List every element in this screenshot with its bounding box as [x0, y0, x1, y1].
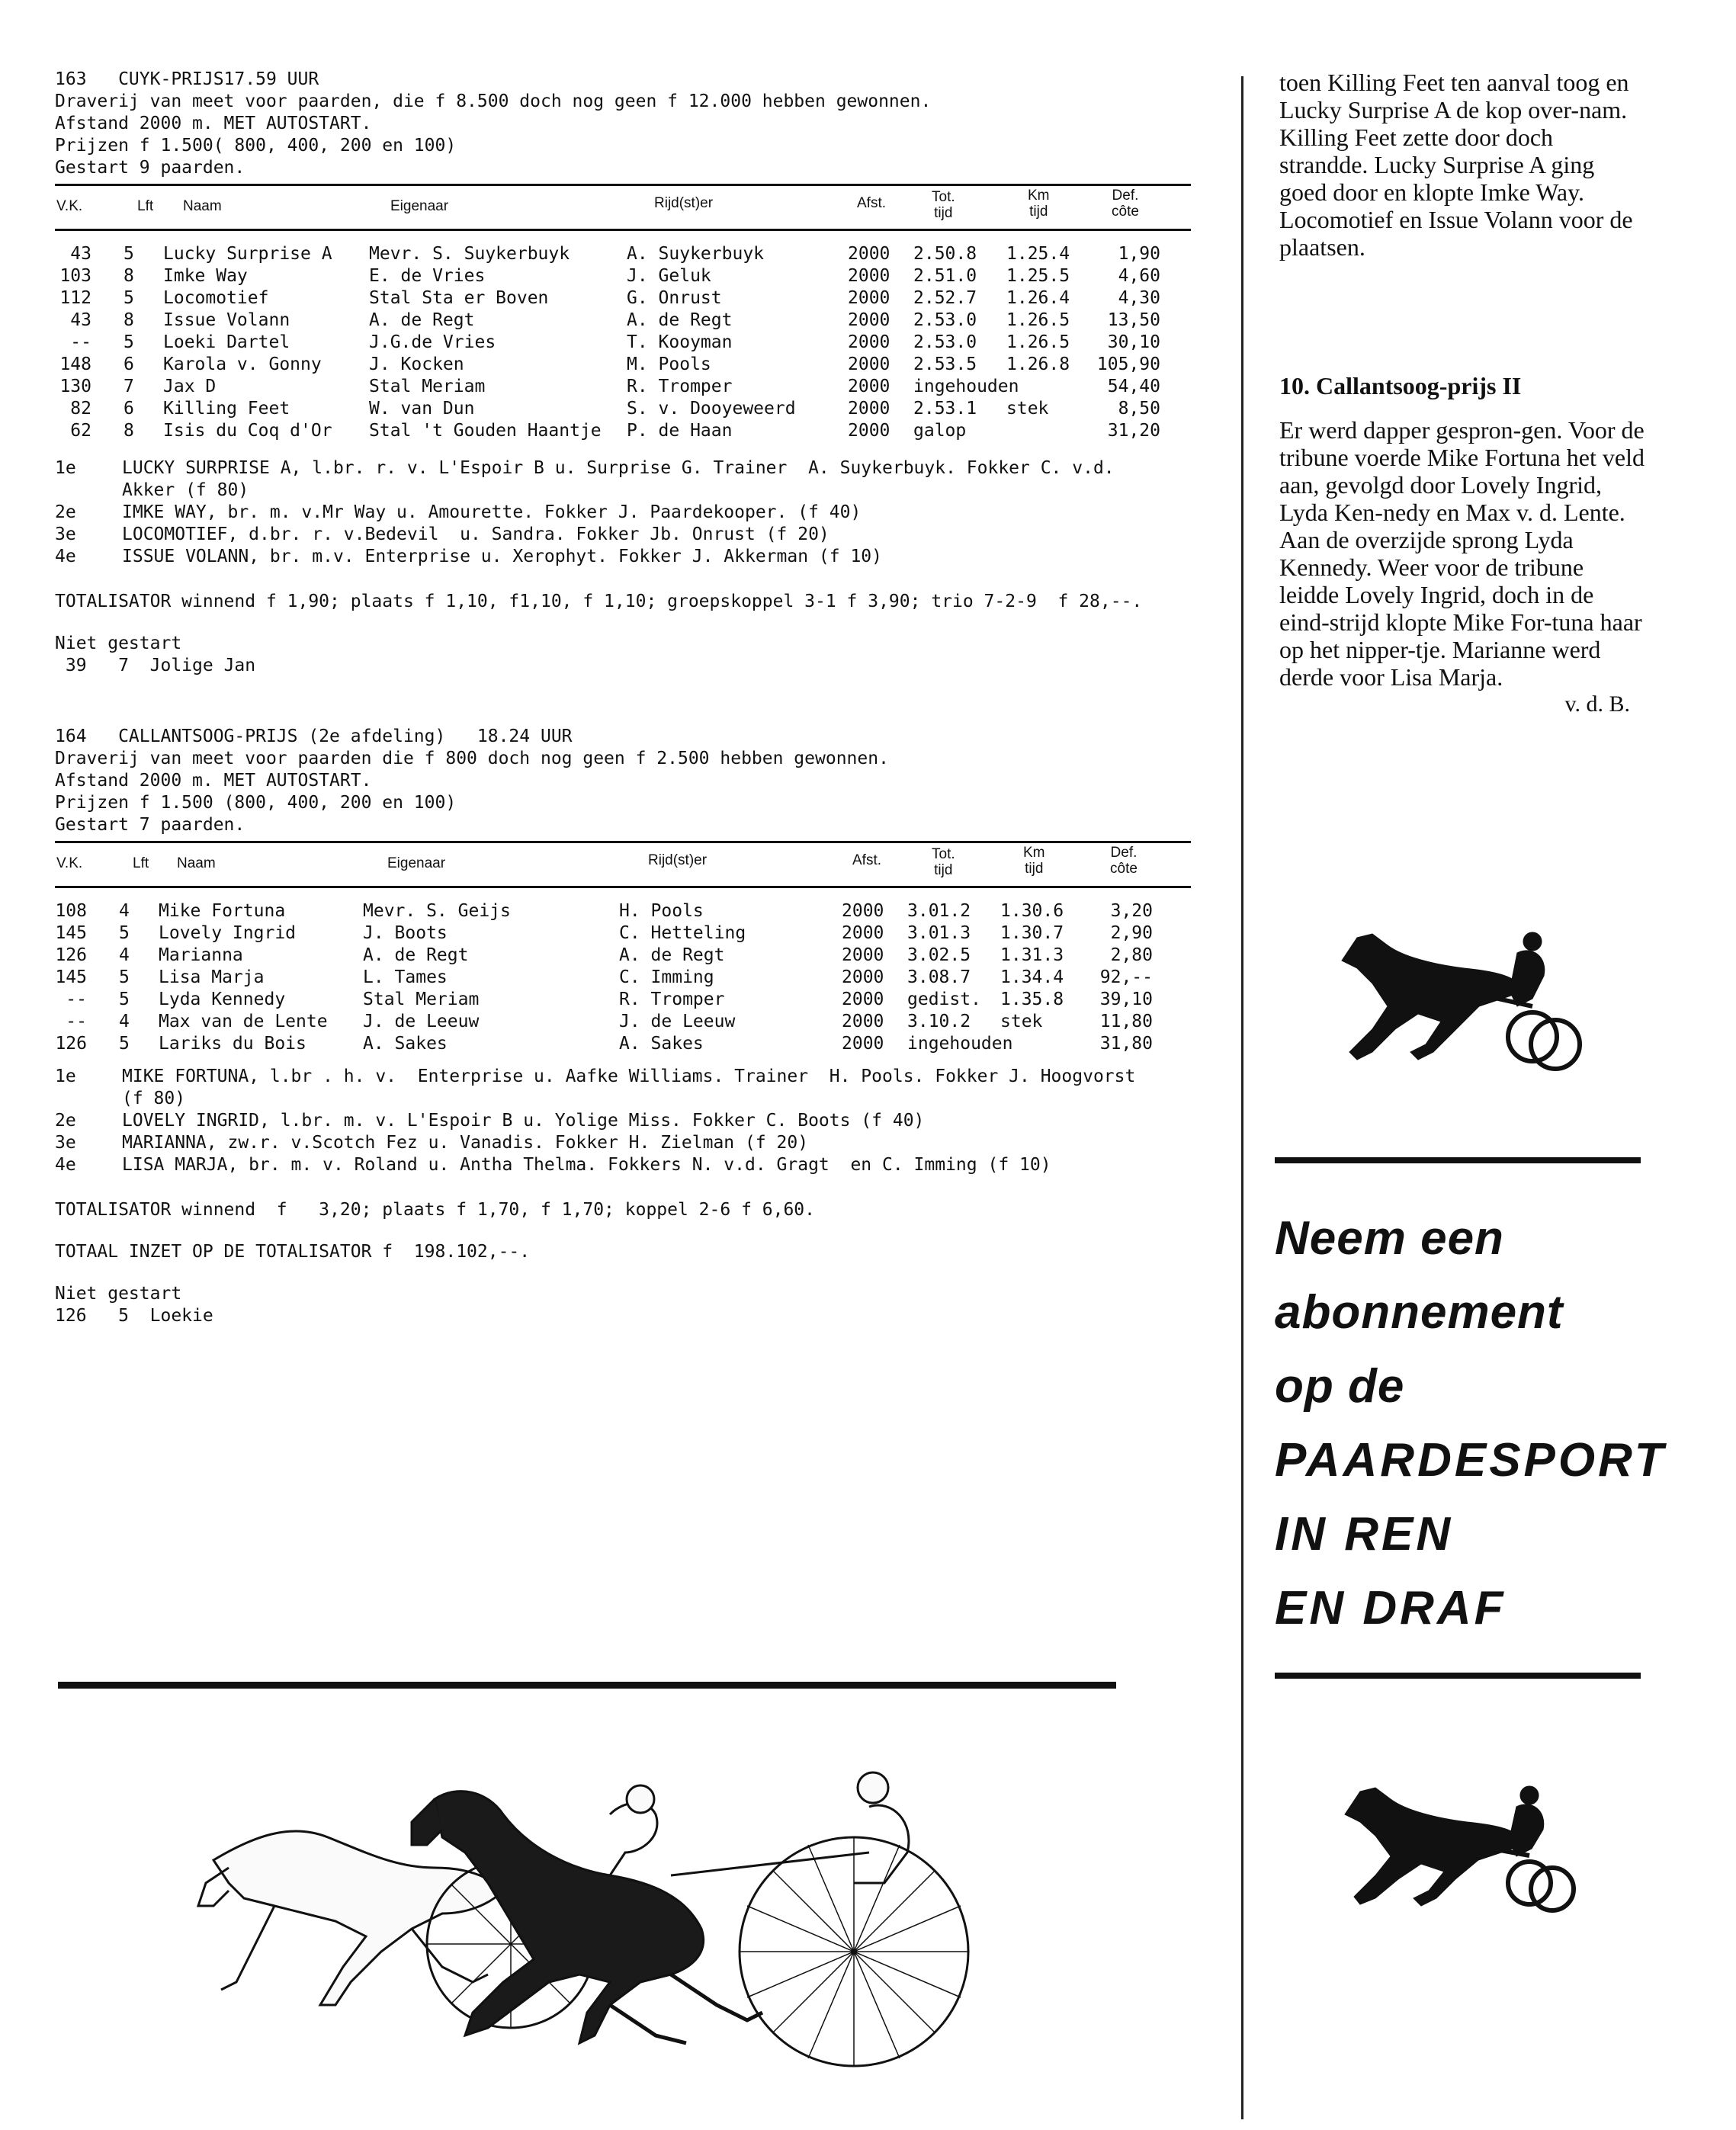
totalisator-line: TOTALISATOR winnend f 3,20; plaats f 1,70, f 1,70; koppel 2-6 f 6,60.: [55, 1200, 815, 1220]
cell-eigenaar: J. de Leeuw: [363, 1012, 480, 1031]
cell-eigenaar: Stal 't Gouden Haantje: [369, 421, 602, 441]
placing-item: [55, 546, 1191, 568]
cell-rijder: C. Hetteling: [619, 923, 746, 943]
cell-km: 1.34.4: [1000, 967, 1064, 987]
race-condition: Draverij van meet voor paarden, die f 8.500 doch nog geen f 12.000 hebben gewonnen.: [55, 91, 932, 111]
race-prizes: Prijzen f 1.500( 800, 400, 200 en 100): [55, 136, 457, 156]
table-row: [55, 354, 1191, 376]
harness-racing-engraving: [183, 1753, 1006, 2074]
cell-afst: 2000: [848, 421, 890, 441]
col-km: Km tijd: [1028, 188, 1050, 220]
cell-lft: 5: [119, 1034, 130, 1054]
table-row: [55, 1011, 1191, 1033]
niet-gestart: Niet gestart 39 7 Jolige Jan: [55, 634, 256, 675]
cell-eigenaar: Stal Meriam: [363, 990, 480, 1009]
cell-km: 1.30.7: [1000, 923, 1064, 943]
table-row: [55, 265, 1191, 287]
cell-naam: Karola v. Gonny: [163, 354, 322, 374]
placing-item: [55, 1110, 1191, 1132]
cell-eigenaar: J. Boots: [363, 923, 448, 943]
cell-tot: ingehouden: [907, 1034, 1013, 1054]
cell-eigenaar: L. Tames: [363, 967, 448, 987]
race-started: Gestart 7 paarden.: [55, 815, 245, 835]
table-row: [55, 922, 1191, 945]
cell-def: 54,40: [1107, 377, 1160, 396]
cell-naam: Imke Way: [163, 266, 248, 286]
cell-rijder: A. de Regt: [627, 310, 733, 330]
cell-vk: 62: [70, 421, 91, 441]
cell-tot: 3.01.3: [907, 923, 971, 943]
cell-rijder: C. Imming: [619, 967, 714, 987]
col-afst: Afst.: [852, 852, 882, 868]
trotter-sulky-silhouette-icon: [1330, 1776, 1589, 1913]
placing-rank: 1e: [55, 1067, 76, 1086]
table-row: [55, 420, 1191, 442]
cell-tot: 2.53.5: [913, 354, 977, 374]
cell-tot: 3.02.5: [907, 945, 971, 965]
cell-rijder: J. Geluk: [627, 266, 711, 286]
cell-rijder: J. de Leeuw: [619, 1012, 736, 1031]
cell-vk: 126: [55, 945, 87, 965]
cell-afst: 2000: [848, 354, 890, 374]
cell-eigenaar: Stal Meriam: [369, 377, 486, 396]
cell-tot: 2.50.8: [913, 244, 977, 264]
cell-km: 1.35.8: [1000, 990, 1064, 1009]
cell-lft: 6: [124, 354, 134, 374]
placing-item: [55, 502, 1191, 524]
promo-line: op de: [1275, 1360, 1405, 1413]
cell-def: 30,10: [1107, 332, 1160, 352]
cell-lft: 5: [119, 990, 130, 1009]
placing-text: ISSUE VOLANN, br. m.v. Enterprise u. Xerophyt. Fokker J. Akkerman (f 10): [122, 547, 882, 566]
results-table-body: [55, 243, 1191, 442]
cell-tot: 2.52.7: [913, 288, 977, 308]
cell-eigenaar: A. Sakes: [363, 1034, 448, 1054]
cell-vk: 112: [59, 288, 91, 308]
col-vk: V.K.: [56, 198, 83, 214]
col-vk: V.K.: [56, 855, 83, 871]
cell-naam: Marianna: [159, 945, 243, 965]
col-naam: Naam: [177, 855, 216, 871]
cell-eigenaar: J.G.de Vries: [369, 332, 496, 352]
cell-km: stek: [1000, 1012, 1043, 1031]
cell-vk: 43: [70, 244, 91, 264]
col-tot: Tot. tijd: [932, 189, 955, 221]
cell-tot: 2.53.0: [913, 332, 977, 352]
cell-km: 1.26.5: [1006, 332, 1070, 352]
cell-def: 31,80: [1099, 1034, 1153, 1054]
cell-km: 1.31.3: [1000, 945, 1064, 965]
race-started: Gestart 9 paarden.: [55, 158, 245, 178]
cell-lft: 5: [124, 288, 134, 308]
cell-rijder: A. Sakes: [619, 1034, 704, 1054]
race-title: 163 CUYK-PRIJS17.59 UUR: [55, 69, 319, 89]
placings-list: [55, 457, 1191, 568]
cell-naam: Lisa Marja: [159, 967, 265, 987]
report-text: Er werd dapper gespron-gen. Voor de tribune voerde Mike Fortuna het veld aan, gevolgd door Lovely Ingrid, Lyda Ken-nedy en Max v. d. Lente. Aan de overzijde sprong Lyda Kennedy. Weer voor de tribune leidde Lovely Ingrid, doch in de eind-strijd klopte Mike For-tuna haar op het nipper-tje. Marianne werd derde voor Lisa Marja.: [1279, 416, 1645, 691]
race-prizes: Prijzen f 1.500 (800, 400, 200 en 100): [55, 793, 457, 813]
col-lft: Lft: [133, 855, 149, 871]
cell-vk: --: [66, 1012, 87, 1031]
cell-vk: 145: [55, 923, 87, 943]
race-condition: Draverij van meet voor paarden die f 800 doch nog geen f 2.500 hebben gewonnen.: [55, 749, 889, 768]
cell-afst: 2000: [842, 945, 884, 965]
cell-def: 92,--: [1099, 967, 1153, 987]
cell-vk: 126: [55, 1034, 87, 1054]
cell-km: 1.26.4: [1006, 288, 1070, 308]
cell-vk: 82: [70, 399, 91, 419]
report-text: toen Killing Feet ten aanval toog en Lucky Surprise A de kop over-nam. Killing Feet zette door doch strandde. Lucky Surprise A ging goed door en klopte Imke Way. Locomotief en Issue Volann voor de plaatsen.: [1279, 69, 1633, 261]
placing-item: [55, 1066, 1191, 1110]
race-distance: Afstand 2000 m. MET AUTOSTART.: [55, 771, 372, 791]
placing-text: MARIANNA, zw.r. v.Scotch Fez u. Vanadis. Fokker H. Zielman (f 20): [122, 1133, 809, 1153]
cell-def: 31,20: [1107, 421, 1160, 441]
cell-naam: Loeki Dartel: [163, 332, 290, 352]
cell-rijder: G. Onrust: [627, 288, 722, 308]
race-report-continuation: [1279, 69, 1645, 313]
cell-vk: 43: [70, 310, 91, 330]
cell-def: 3,20: [1110, 901, 1153, 921]
cell-afst: 2000: [842, 1012, 884, 1031]
cell-afst: 2000: [848, 288, 890, 308]
race-title: 164 CALLANTSOOG-PRIJS (2e afdeling) 18.24 UUR: [55, 727, 573, 746]
cell-rijder: H. Pools: [619, 901, 704, 921]
cell-lft: 4: [119, 1012, 130, 1031]
cell-lft: 8: [124, 421, 134, 441]
cell-afst: 2000: [842, 990, 884, 1009]
placing-text: MIKE FORTUNA, l.br . h. v. Enterprise u. Aafke Williams. Trainer H. Pools. Fokker J. Hoogvorst (f 80): [122, 1067, 1136, 1108]
table-row: [55, 310, 1191, 332]
col-eigenaar: Eigenaar: [390, 198, 449, 214]
cell-def: 1,90: [1118, 244, 1160, 264]
cell-tot: 3.10.2: [907, 1012, 971, 1031]
promo-line: abonnement: [1275, 1286, 1564, 1339]
cell-vk: 103: [59, 266, 91, 286]
cell-afst: 2000: [842, 923, 884, 943]
cell-lft: 7: [124, 377, 134, 396]
cell-afst: 2000: [848, 310, 890, 330]
placing-rank: 4e: [55, 1155, 76, 1175]
totalisator-line: TOTALISATOR winnend f 1,90; plaats f 1,10, f1,10, f 1,10; groepskoppel 3-1 f 3,90; trio 7-2-9 f 28,--.: [55, 592, 1143, 611]
divider-rule: [58, 1682, 1116, 1689]
placing-rank: 2e: [55, 1111, 76, 1131]
cell-rijder: S. v. Dooyeweerd: [627, 399, 796, 419]
cell-def: 4,60: [1118, 266, 1160, 286]
cell-vk: 145: [55, 967, 87, 987]
table-row: [55, 1033, 1191, 1055]
cell-naam: Locomotief: [163, 288, 269, 308]
col-naam: Naam: [183, 198, 222, 214]
divider-rule: [1275, 1157, 1641, 1163]
promo-line: EN DRAF: [1275, 1582, 1507, 1634]
placing-rank: 4e: [55, 547, 76, 566]
report-heading: 10. Callantsoog-prijs II: [1279, 372, 1522, 399]
cell-def: 8,50: [1118, 399, 1160, 419]
cell-eigenaar: A. de Regt: [369, 310, 475, 330]
trotter-sulky-silhouette-icon: [1327, 922, 1586, 1075]
placing-item: [55, 1132, 1191, 1154]
col-def: Def. côte: [1110, 845, 1138, 877]
placing-rank: 3e: [55, 1133, 76, 1153]
cell-eigenaar: E. de Vries: [369, 266, 486, 286]
cell-vk: 148: [59, 354, 91, 374]
cell-rijder: A. de Regt: [619, 945, 725, 965]
cell-def: 39,10: [1099, 990, 1153, 1009]
cell-naam: Killing Feet: [163, 399, 290, 419]
niet-gestart: Niet gestart 126 5 Loekie: [55, 1284, 213, 1326]
race-report-10: [1279, 372, 1645, 718]
cell-naam: Lyda Kennedy: [159, 990, 286, 1009]
cell-vk: --: [70, 332, 91, 352]
cell-lft: 8: [124, 310, 134, 330]
placing-text: LOVELY INGRID, l.br. m. v. L'Espoir B u. Yolige Miss. Fokker C. Boots (f 40): [122, 1111, 925, 1131]
table-row: [55, 376, 1191, 398]
race-163: [55, 69, 1191, 677]
table-row: [55, 332, 1191, 354]
subscription-promo: [1275, 1201, 1667, 1645]
cell-vk: --: [66, 990, 87, 1009]
cell-lft: 5: [124, 244, 134, 264]
placing-rank: 1e: [55, 458, 76, 478]
cell-afst: 2000: [848, 266, 890, 286]
cell-afst: 2000: [848, 399, 890, 419]
placing-item: [55, 1154, 1191, 1176]
col-def: Def. côte: [1112, 188, 1139, 220]
placing-item: [55, 457, 1191, 502]
placing-rank: 3e: [55, 524, 76, 544]
cell-def: 2,90: [1110, 923, 1153, 943]
placings-list: [55, 1066, 1191, 1176]
cell-def: 11,80: [1099, 1012, 1153, 1031]
cell-naam: Max van de Lente: [159, 1012, 328, 1031]
col-eigenaar: Eigenaar: [387, 855, 446, 871]
table-row: [55, 398, 1191, 420]
cell-km: 1.25.5: [1006, 266, 1070, 286]
cell-km: 1.25.4: [1006, 244, 1070, 264]
race-164: [55, 726, 1191, 1327]
cell-eigenaar: Mevr. S. Geijs: [363, 901, 511, 921]
cell-afst: 2000: [842, 967, 884, 987]
placing-text: LISA MARJA, br. m. v. Roland u. Antha Thelma. Fokkers N. v.d. Gragt en C. Imming (f 10): [122, 1155, 1051, 1175]
table-row: [55, 900, 1191, 922]
cell-tot: ingehouden: [913, 377, 1019, 396]
divider-rule: [1275, 1673, 1641, 1679]
cell-tot: gedist.: [907, 990, 981, 1009]
table-row: [55, 287, 1191, 310]
column-divider: [1241, 76, 1243, 2119]
cell-rijder: A. Suykerbuyk: [627, 244, 765, 264]
cell-rijder: T. Kooyman: [627, 332, 733, 352]
cell-naam: Lariks du Bois: [159, 1034, 306, 1054]
cell-km: stek: [1006, 399, 1049, 419]
placing-text: LOCOMOTIEF, d.br. r. v.Bedevil u. Sandra. Fokker Jb. Onrust (f 20): [122, 524, 829, 544]
cell-lft: 5: [119, 967, 130, 987]
cell-tot: galop: [913, 421, 967, 441]
cell-afst: 2000: [842, 1034, 884, 1054]
cell-tot: 3.08.7: [907, 967, 971, 987]
cell-def: 13,50: [1107, 310, 1160, 330]
report-signature: v. d. B.: [1564, 691, 1630, 717]
cell-eigenaar: A. de Regt: [363, 945, 469, 965]
cell-naam: Jax D: [163, 377, 217, 396]
col-lft: Lft: [137, 198, 154, 214]
cell-eigenaar: Mevr. S. Suykerbuyk: [369, 244, 570, 264]
cell-lft: 8: [124, 266, 134, 286]
cell-rijder: R. Tromper: [627, 377, 733, 396]
cell-eigenaar: J. Kocken: [369, 354, 464, 374]
cell-lft: 6: [124, 399, 134, 419]
col-rijder: Rijd(st)er: [648, 852, 708, 868]
cell-afst: 2000: [842, 901, 884, 921]
cell-tot: 2.51.0: [913, 266, 977, 286]
cell-def: 4,30: [1118, 288, 1160, 308]
cell-lft: 5: [119, 923, 130, 943]
cell-eigenaar: W. van Dun: [369, 399, 475, 419]
cell-lft: 5: [124, 332, 134, 352]
cell-km: 1.26.5: [1006, 310, 1070, 330]
col-rijder: Rijd(st)er: [654, 195, 714, 211]
cell-tot: 2.53.1: [913, 399, 977, 419]
cell-rijder: R. Tromper: [619, 990, 725, 1009]
race-distance: Afstand 2000 m. MET AUTOSTART.: [55, 114, 372, 133]
cell-km: 1.26.8: [1006, 354, 1070, 374]
placing-text: IMKE WAY, br. m. v.Mr Way u. Amourette. Fokker J. Paardekooper. (f 40): [122, 502, 862, 522]
cell-tot: 2.53.0: [913, 310, 977, 330]
table-row: [55, 967, 1191, 989]
cell-eigenaar: Stal Sta er Boven: [369, 288, 549, 308]
table-row: [55, 243, 1191, 265]
totaal-inzet: TOTAAL INZET OP DE TOTALISATOR f 198.102,--.: [55, 1242, 531, 1262]
cell-afst: 2000: [848, 377, 890, 396]
cell-def: 2,80: [1110, 945, 1153, 965]
cell-afst: 2000: [848, 332, 890, 352]
cell-lft: 4: [119, 901, 130, 921]
cell-def: 105,90: [1096, 354, 1160, 374]
cell-lft: 4: [119, 945, 130, 965]
col-tot: Tot. tijd: [932, 846, 955, 878]
cell-naam: Issue Volann: [163, 310, 290, 330]
results-table-header: [55, 841, 1191, 888]
cell-naam: Isis du Coq d'Or: [163, 421, 332, 441]
col-afst: Afst.: [857, 195, 887, 211]
cell-vk: 108: [55, 901, 87, 921]
results-table-body: [55, 900, 1191, 1055]
cell-rijder: P. de Haan: [627, 421, 733, 441]
results-table-header: [55, 184, 1191, 231]
cell-vk: 130: [59, 377, 91, 396]
cell-naam: Lovely Ingrid: [159, 923, 297, 943]
col-km: Km tijd: [1023, 845, 1045, 877]
placing-item: [55, 524, 1191, 546]
cell-km: 1.30.6: [1000, 901, 1064, 921]
cell-naam: Lucky Surprise A: [163, 244, 332, 264]
table-row: [55, 989, 1191, 1011]
cell-rijder: M. Pools: [627, 354, 711, 374]
placing-rank: 2e: [55, 502, 76, 522]
table-row: [55, 945, 1191, 967]
cell-afst: 2000: [848, 244, 890, 264]
promo-line: Neem een: [1275, 1212, 1504, 1265]
placing-text: LUCKY SURPRISE A, l.br. r. v. L'Espoir B u. Surprise G. Trainer A. Suykerbuyk. Fokker C. v.d. Akker (f 80): [122, 458, 1115, 500]
promo-line: IN REN: [1275, 1508, 1454, 1561]
promo-line: PAARDESPORT: [1275, 1434, 1667, 1487]
cell-naam: Mike Fortuna: [159, 901, 286, 921]
cell-tot: 3.01.2: [907, 901, 971, 921]
